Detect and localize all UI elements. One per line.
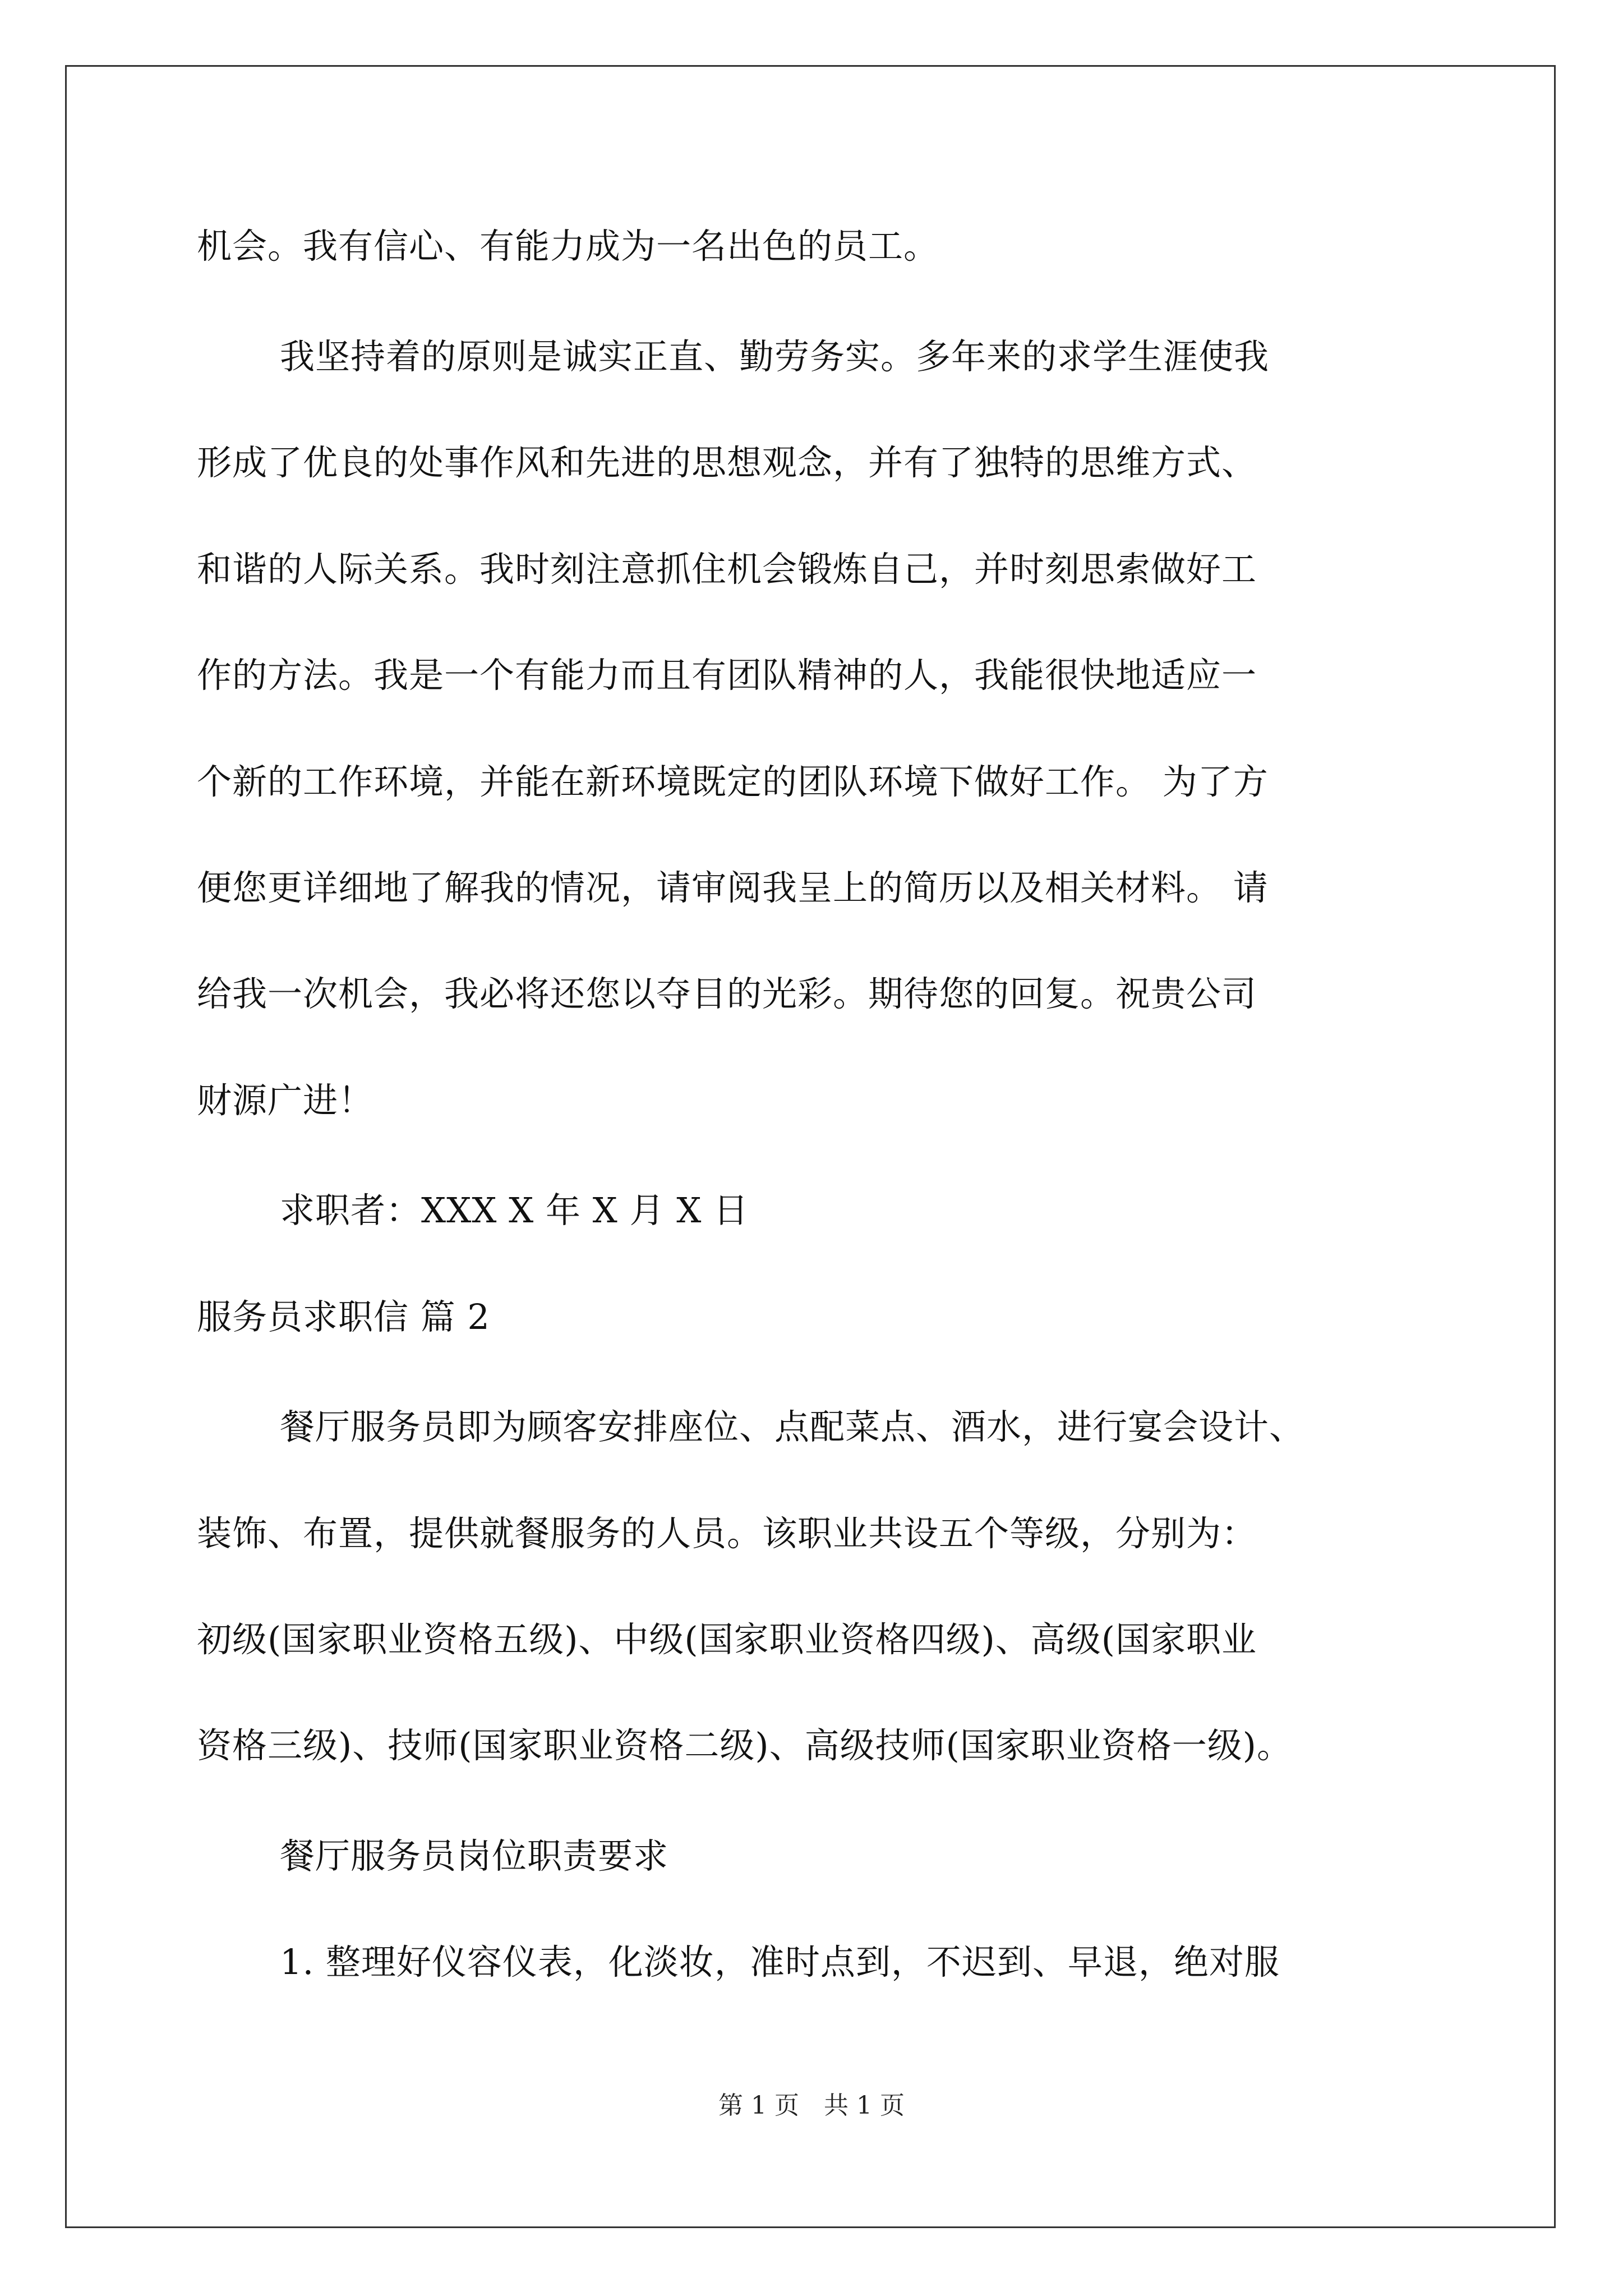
page-footer: 第 1 页 共 1 页 (718, 2091, 905, 2120)
signature-line: 求职者：XXX X 年 X 月 X 日 (280, 1190, 749, 1231)
list-item: 1. 整理好仪容仪表，化淡妆，准时点到，不迟到、早退，绝对服 (280, 1941, 1280, 1982)
paragraph-line: 便您更详细地了解我的情况，请审阅我呈上的简历以及相关材料。 请 (197, 867, 1269, 908)
paragraph-line: 机会。我有信心、有能力成为一名出色的员工。 (197, 226, 939, 266)
paragraph-line: 装饰、布置，提供就餐服务的人员。该职业共设五个等级，分别为： (197, 1513, 1257, 1554)
paragraph-line: 餐厅服务员即为顾客安排座位、点配菜点、酒水，进行宴会设计、 (280, 1406, 1305, 1447)
paragraph-line: 形成了优良的处事作风和先进的思想观念，并有了独特的思维方式、 (197, 442, 1257, 483)
paragraph-line: 我坚持着的原则是诚实正直、勤劳务实。多年来的求学生涯使我 (280, 336, 1270, 377)
paragraph-line: 给我一次机会，我必将还您以夺目的光彩。期待您的回复。祝贵公司 (197, 973, 1257, 1014)
subheading: 餐厅服务员岗位职责要求 (280, 1835, 669, 1876)
paragraph-line: 作的方法。我是一个有能力而且有团队精神的人，我能很快地适应一 (197, 655, 1257, 696)
paragraph-line: 初级(国家职业资格五级)、中级(国家职业资格四级)、高级(国家职业 (197, 1619, 1257, 1660)
page-border (65, 65, 1556, 2228)
paragraph-line: 资格三级)、技师(国家职业资格二级)、高级技师(国家职业资格一级)。 (197, 1725, 1292, 1766)
paragraph-line: 个新的工作环境，并能在新环境既定的团队环境下做好工作。 为了方 (197, 761, 1269, 802)
paragraph-line: 和谐的人际关系。我时刻注意抓住机会锻炼自己，并时刻思索做好工 (197, 549, 1257, 590)
section-heading: 服务员求职信 篇 2 (197, 1296, 490, 1337)
paragraph-line: 财源广进！ (197, 1080, 374, 1121)
